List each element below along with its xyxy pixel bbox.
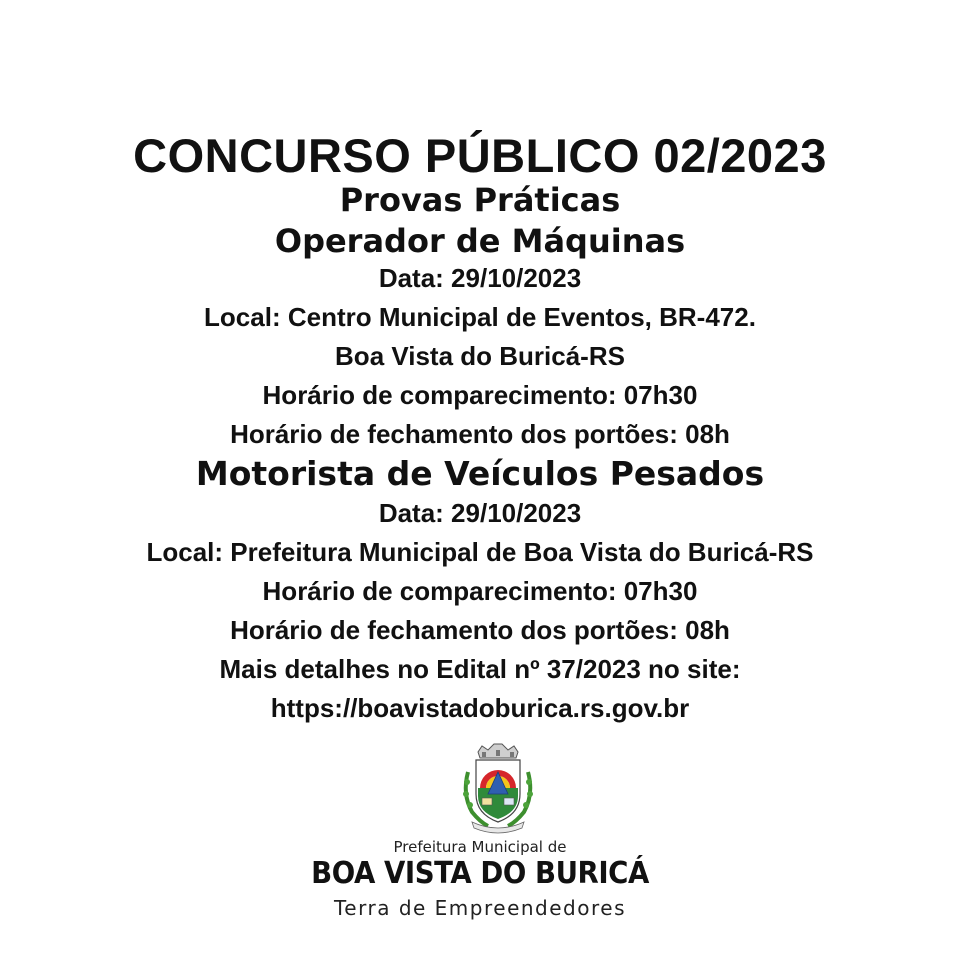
org-tagline: Terra de Empreendedores [333, 896, 626, 920]
motorista-heading: Motorista de Veículos Pesados [195, 454, 765, 493]
org-prefix: Prefeitura Municipal de [393, 838, 567, 856]
municipal-coat-of-arms-icon [458, 742, 538, 834]
operador-arrival-time: Horário de comparecimento: 07h30 [262, 380, 698, 410]
operador-location-line1: Local: Centro Municipal de Eventos, BR-472. [204, 302, 756, 332]
operador-heading: Operador de Máquinas [274, 222, 686, 260]
notice-subtitle: Provas Práticas [339, 181, 621, 219]
notice-title: CONCURSO PÚBLICO 02/2023 [133, 129, 827, 182]
motorista-date: Data: 29/10/2023 [378, 498, 582, 528]
details-text: Mais detalhes no Edital nº 37/2023 no site: [219, 654, 741, 684]
motorista-arrival-time: Horário de comparecimento: 07h30 [262, 576, 698, 606]
operador-location-line2: Boa Vista do Buricá-RS [335, 341, 625, 371]
operador-date: Data: 29/10/2023 [378, 263, 582, 293]
operador-gate-close-time: Horário de fechamento dos portões: 08h [230, 419, 730, 449]
website-url: https://boavistadoburica.rs.gov.br [270, 693, 690, 723]
org-name: BOA VISTA DO BURICÁ [311, 856, 649, 891]
motorista-location: Local: Prefeitura Municipal de Boa Vista do Buricá-RS [146, 537, 814, 567]
motorista-gate-close-time: Horário de fechamento dos portões: 08h [230, 615, 730, 645]
